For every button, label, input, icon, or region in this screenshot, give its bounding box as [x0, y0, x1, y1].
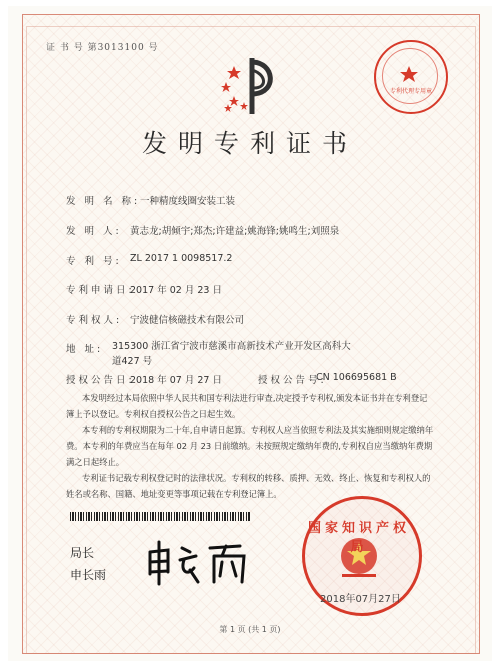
director-title: 局长 — [70, 546, 95, 560]
certificate-number: 证 书 号 第3013100 号 — [46, 43, 159, 53]
cnipa-logo-icon — [214, 52, 286, 120]
patentee-value: 宁波健信核磁技术有限公司 — [130, 315, 245, 326]
body-paragraph-2: 本专利的专利权期限为二十年,自申请日起算。专利权人应当依照专利法及其实施细则规定缴纳年费。本专利的年费应当在每年 02 月 23 日前缴纳。未按照规定缴纳年费的,专利权自应当缴纳年费期满之日起终止。 — [66, 425, 434, 467]
grant-number-value: CN 106695681 B — [316, 372, 397, 383]
director-name: 申长雨 — [70, 568, 107, 582]
page-title: 发明专利证书 — [141, 129, 358, 158]
address-line-2: 道427 号 — [112, 356, 153, 367]
address-line-1: 315300 浙江省宁波市慈溪市高新技术产业开发区高科大 — [112, 341, 351, 352]
national-seal-text: 国家知识产权局 — [307, 521, 410, 555]
invention-name-value: 一种精度线圈安装工装 — [140, 196, 236, 207]
filing-date-value: 2017 年 02 月 23 日 — [130, 285, 222, 296]
invention-name-label: 发 明 名 称: — [66, 196, 141, 207]
barcode — [70, 512, 250, 521]
patentee-label: 专利权人: — [66, 315, 123, 326]
grant-date-label: 授权公告日: — [66, 375, 135, 386]
inventor-value: 黄志龙;胡倾宇;郑杰;许建益;姚海锋;姚鸣生;刘照泉 — [130, 226, 340, 237]
grant-number-label: 授权公告号: — [258, 375, 327, 386]
patent-number-label: 专 利 号: — [66, 256, 122, 267]
body-paragraph-3: 专利证书记载专利权登记时的法律状况。专利权的转移、质押、无效、终止、恢复和专利权人的姓名或名称、国籍、地址变更等事项记载在专利登记簿上。 — [66, 473, 431, 499]
address-label: 地 址: — [66, 344, 104, 355]
director-signature-icon — [144, 538, 256, 588]
patent-number-value: ZL 2017 1 0098517.2 — [130, 253, 233, 264]
agency-seal-text: 专利代理专用章 — [389, 88, 432, 95]
inventor-label: 发 明 人: — [66, 226, 122, 237]
page-number: 第 1 页 (共 1 页) — [219, 625, 281, 634]
seal-date: 2018年07月27日 — [320, 594, 401, 605]
filing-date-label: 专利申请日: — [66, 285, 135, 296]
agency-seal-icon — [374, 40, 448, 114]
body-paragraph-1: 本发明经过本局依照中华人民共和国专利法进行审查,决定授予专利权,颁发本证书并在专利登记簿上予以登记。专利权自授权公告之日起生效。 — [66, 393, 428, 419]
grant-date-value: 2018 年 07 月 27 日 — [130, 375, 222, 386]
